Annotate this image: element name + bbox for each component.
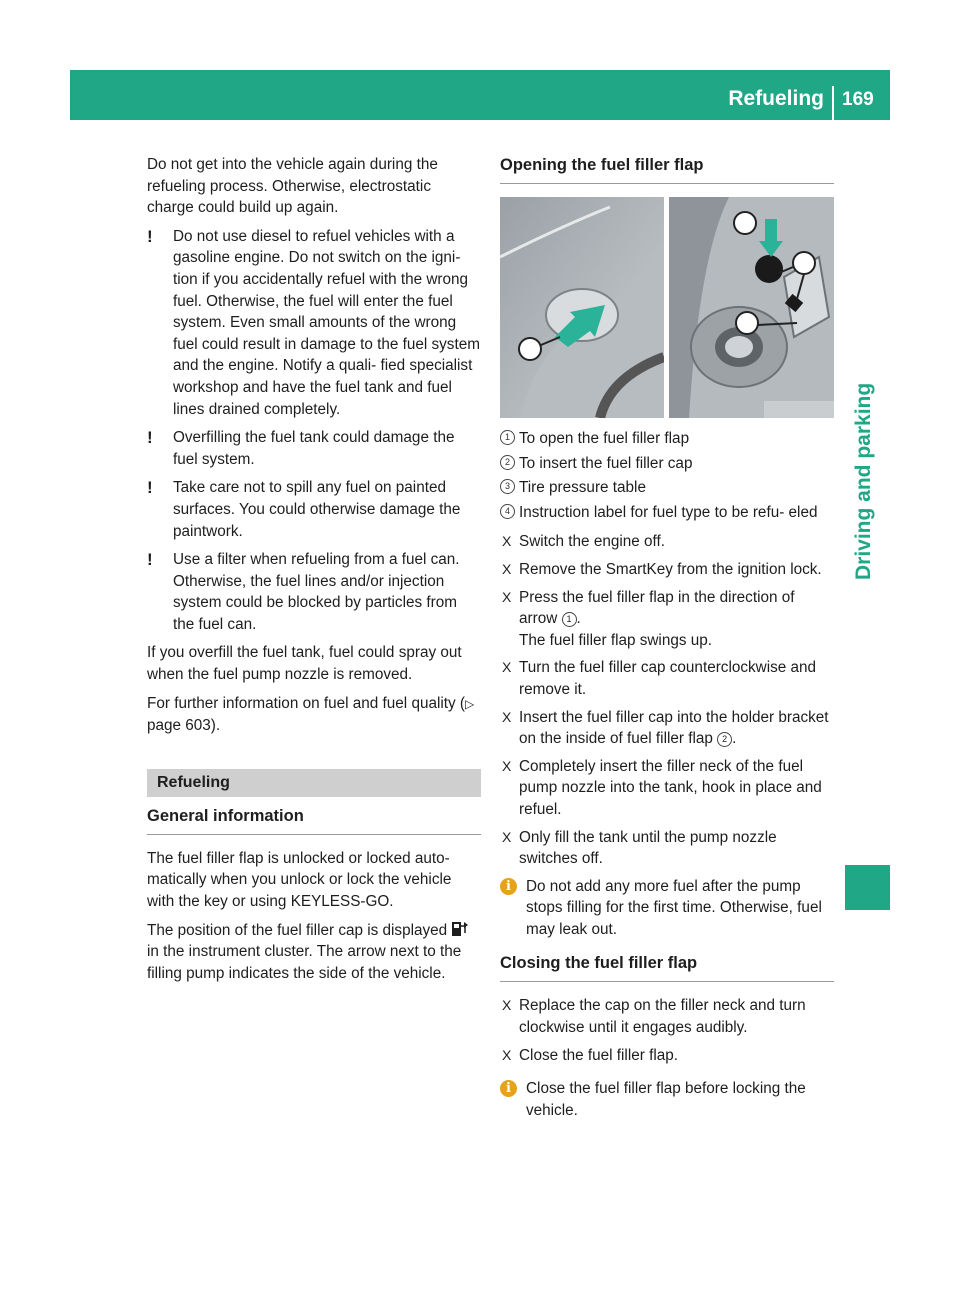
warning-note xyxy=(147,549,481,635)
step-marker-icon: X xyxy=(502,588,512,605)
warning-note xyxy=(147,477,481,542)
header-divider xyxy=(832,86,834,120)
legend-item xyxy=(500,502,834,524)
side-tab-marker xyxy=(845,865,890,910)
warning-icon: ! xyxy=(147,478,153,498)
legend-text: Instruction label for fuel type to be refu- eled xyxy=(519,503,818,521)
fuel-flap-photo-right xyxy=(669,197,834,418)
fuel-pump-icon xyxy=(451,921,469,937)
instruction-step xyxy=(500,1045,834,1067)
warning-text: Do not use diesel to refuel vehicles with a gasoline engine. Do not switch on the igni- tion if you accidentally refuel with the wrong fuel. Otherwise, the fuel will enter the fuel system. Even small amounts of the wrong fuel could result in damage to the fuel system and the engine. Notify a quali- fied specialist workshop and have the fuel tank and fuel lines drained completely. xyxy=(173,227,480,418)
section-bar: Refueling xyxy=(147,769,481,797)
instruction-step xyxy=(500,707,834,750)
step-result: The fuel filler flap swings up. xyxy=(519,631,713,649)
fuel-flap-figure xyxy=(500,197,834,418)
general-paragraph-2b: in the instrument cluster. The arrow next to the filling pump indicates the side of the vehicle. xyxy=(147,943,462,982)
instruction-step xyxy=(500,657,834,700)
instruction-step xyxy=(500,827,834,870)
instruction-step xyxy=(500,756,834,821)
callout-ref: 1 xyxy=(562,612,577,627)
further-info-text: For further information on fuel and fuel quality xyxy=(147,694,456,712)
step-text: Insert the fuel filler cap into the holder bracket on the inside of fuel filler flap xyxy=(519,708,829,748)
legend-item xyxy=(500,428,834,450)
step-text: Turn the fuel filler cap counterclockwise and remove it. xyxy=(519,659,817,698)
instruction-step xyxy=(500,995,834,1038)
warning-icon: ! xyxy=(147,428,153,448)
step-marker-icon: X xyxy=(502,757,512,774)
intro-paragraph: Do not get into the vehicle again during the refueling process. Otherwise, electrostatic charge could build up again. xyxy=(147,156,438,217)
side-tab xyxy=(838,250,890,1280)
warning-note xyxy=(147,226,481,420)
side-tab-label: Driving and parking xyxy=(852,382,875,580)
legend-text: Tire pressure table xyxy=(519,479,646,497)
step-text-end: . xyxy=(732,730,737,748)
warning-text: Use a filter when refueling from a fuel can. Otherwise, the fuel lines and/or injection system could be blocked by particles from the fuel can. xyxy=(173,551,460,633)
page-ref-arrow-icon: ▷ xyxy=(465,696,475,711)
info-note xyxy=(500,1078,834,1121)
warning-note xyxy=(147,427,481,470)
info-text: Close the fuel filler flap before locking the vehicle. xyxy=(526,1080,806,1119)
further-info-paragraph xyxy=(147,693,481,737)
info-icon: i xyxy=(500,878,517,895)
page-title: Refueling xyxy=(728,87,824,110)
step-marker-icon: X xyxy=(502,997,512,1014)
step-marker-icon: X xyxy=(502,708,512,725)
warning-icon: ! xyxy=(147,226,153,246)
info-text: Do not add any more fuel after the pump stops filling for the first time. Otherwise, fuel may leak out. xyxy=(526,877,822,938)
warning-icon: ! xyxy=(147,550,153,570)
callout-number: 4 xyxy=(500,504,515,519)
general-paragraph-2a: The position of the fuel filler cap is displayed xyxy=(147,921,448,939)
legend-text: To insert the fuel filler cap xyxy=(519,454,693,472)
legend-item xyxy=(500,453,834,475)
step-text: Switch the engine off. xyxy=(519,533,665,551)
step-text: Remove the SmartKey from the ignition lock. xyxy=(519,560,822,578)
step-text: Replace the cap on the filler neck and turn clockwise until it engages audibly. xyxy=(519,997,806,1037)
warning-text: Take care not to spill any fuel on painted surfaces. You could otherwise damage the paintwork. xyxy=(173,479,461,540)
general-paragraph-2 xyxy=(147,920,481,985)
instruction-step xyxy=(500,587,834,652)
step-text: Press the fuel filler flap in the direction of arrow xyxy=(519,588,795,628)
page-reference-link[interactable]: page 603). xyxy=(147,717,221,735)
step-marker-icon: X xyxy=(502,560,512,577)
info-note xyxy=(500,876,834,941)
opening-heading: Opening the fuel filler flap xyxy=(500,154,834,184)
closing-heading: Closing the fuel filler flap xyxy=(500,952,834,982)
callout-number: 3 xyxy=(500,479,515,494)
step-marker-icon: X xyxy=(502,1046,512,1063)
figure-legend xyxy=(500,428,834,523)
step-marker-icon: X xyxy=(502,659,512,676)
general-info-heading: General information xyxy=(147,805,481,835)
step-text: Completely insert the filler neck of the fuel pump nozzle into the tank, hook in place and refuel. xyxy=(519,757,822,818)
left-column xyxy=(147,154,481,991)
step-text: Close the fuel filler flap. xyxy=(519,1046,678,1064)
step-text-end: . xyxy=(576,610,581,628)
right-column xyxy=(500,154,834,1128)
legend-item xyxy=(500,477,834,499)
instruction-step xyxy=(500,559,834,581)
step-text: Only fill the tank until the pump nozzle switches off. xyxy=(519,828,777,868)
callout-number: 1 xyxy=(500,430,515,445)
step-marker-icon: X xyxy=(502,828,512,845)
legend-text: To open the fuel filler flap xyxy=(519,430,690,447)
page-ref-open: ( xyxy=(459,694,466,712)
general-paragraph-1: The fuel filler flap is unlocked or locked auto- matically when you unlock or lock the vehicle with the key or using KEYLESS-GO. xyxy=(147,849,452,911)
info-icon: i xyxy=(500,1080,517,1097)
overfill-paragraph: If you overfill the fuel tank, fuel could spray out when the fuel pump nozzle is removed. xyxy=(147,644,462,684)
warning-text: Overfilling the fuel tank could damage the fuel system. xyxy=(173,429,455,468)
instruction-step xyxy=(500,531,834,553)
callout-number: 2 xyxy=(500,455,515,470)
fuel-flap-photo-left xyxy=(500,197,664,418)
callout-ref: 2 xyxy=(717,732,732,747)
step-marker-icon: X xyxy=(502,533,512,550)
page-number: 169 xyxy=(842,89,874,110)
